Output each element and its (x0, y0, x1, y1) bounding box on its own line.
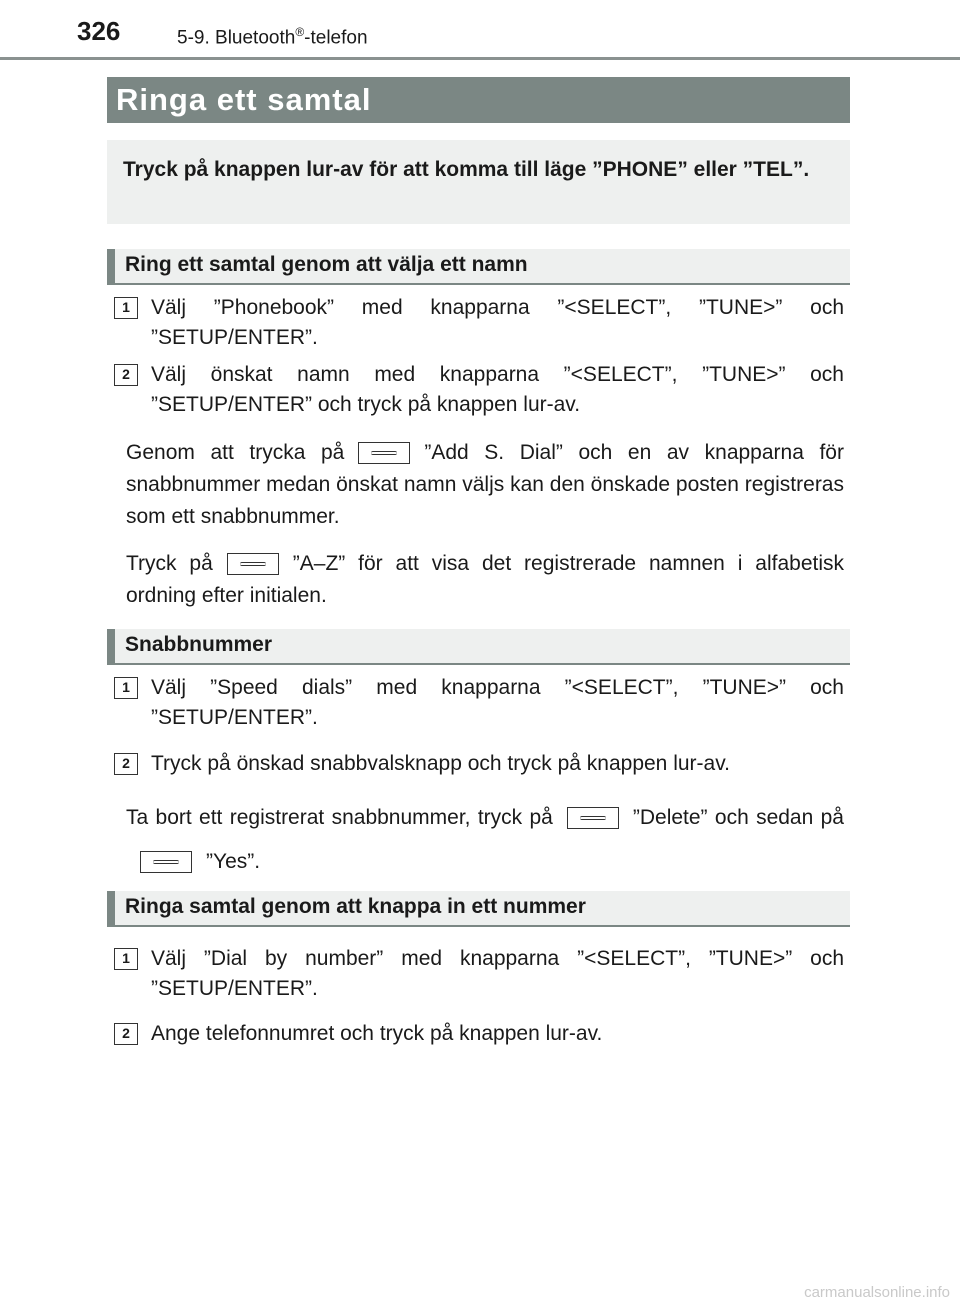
step-number: 1 (114, 948, 138, 970)
header-rule (0, 57, 960, 60)
step-text: Välj ”Dial by number” med knapparna ”<SELECT”, ”TUNE>” och ”SETUP/ENTER”. (151, 947, 844, 1000)
step-text: Välj ”Phonebook” med knapparna ”<SELECT”, ”TUNE>” och ”SETUP/ENTER”. (151, 296, 844, 349)
chapter-title: 5-9. Bluetooth®-telefon (177, 25, 368, 49)
step-1 (114, 944, 844, 1004)
note-delete-speed-dial: Ta bort ett registrerat snabbnummer, tryck på ”Delete” och sedan på ”Yes”. (126, 806, 844, 873)
page-number: 326 (77, 16, 121, 46)
step-number: 1 (114, 677, 138, 699)
step-2 (114, 360, 844, 420)
watermark-footer: carmanualsonline.info (804, 1284, 950, 1301)
page-header (0, 0, 960, 62)
note-add-speed-dial: Genom att trycka på ”Add S. Dial” och en av knapparna för snabbnummer medan önskat namn väljs kan den önskade posten registreras som ett snabbnummer. (126, 441, 844, 528)
step-number: 1 (114, 297, 138, 319)
preset-button-icon (140, 851, 192, 873)
step-text: Tryck på önskad snabbvalsknapp och tryck på knappen lur-av. (151, 752, 730, 775)
step-2 (114, 749, 844, 779)
section-title: Ringa ett samtal (107, 77, 850, 123)
subheading-speed-dials: Snabbnummer (107, 629, 850, 665)
step-text: Välj ”Speed dials” med knapparna ”<SELECT”, ”TUNE>” och ”SETUP/ENTER”. (151, 676, 844, 729)
preset-button-icon (358, 442, 410, 464)
step-1 (114, 673, 844, 733)
step-number: 2 (114, 753, 138, 775)
step-number: 2 (114, 364, 138, 386)
step-1 (114, 293, 844, 353)
step-number: 2 (114, 1023, 138, 1045)
subheading-select-name: Ring ett samtal genom att välja ett namn (107, 249, 850, 285)
step-text: Ange telefonnumret och tryck på knappen lur-av. (151, 1022, 603, 1045)
step-2 (114, 1019, 844, 1049)
preset-button-icon (567, 807, 619, 829)
preset-button-icon (227, 553, 279, 575)
note-a-z: Tryck på ”A–Z” för att visa det registrerade namnen i alfabetisk ordning efter initialen. (126, 552, 844, 607)
intro-box: Tryck på knappen lur-av för att komma till läge ”PHONE” eller ”TEL”. (107, 140, 850, 224)
step-text: Välj önskat namn med knapparna ”<SELECT”, ”TUNE>” och ”SETUP/ENTER” och tryck på knappen lur-av. (151, 363, 844, 416)
subheading-dial-number: Ringa samtal genom att knappa in ett nummer (107, 891, 850, 927)
